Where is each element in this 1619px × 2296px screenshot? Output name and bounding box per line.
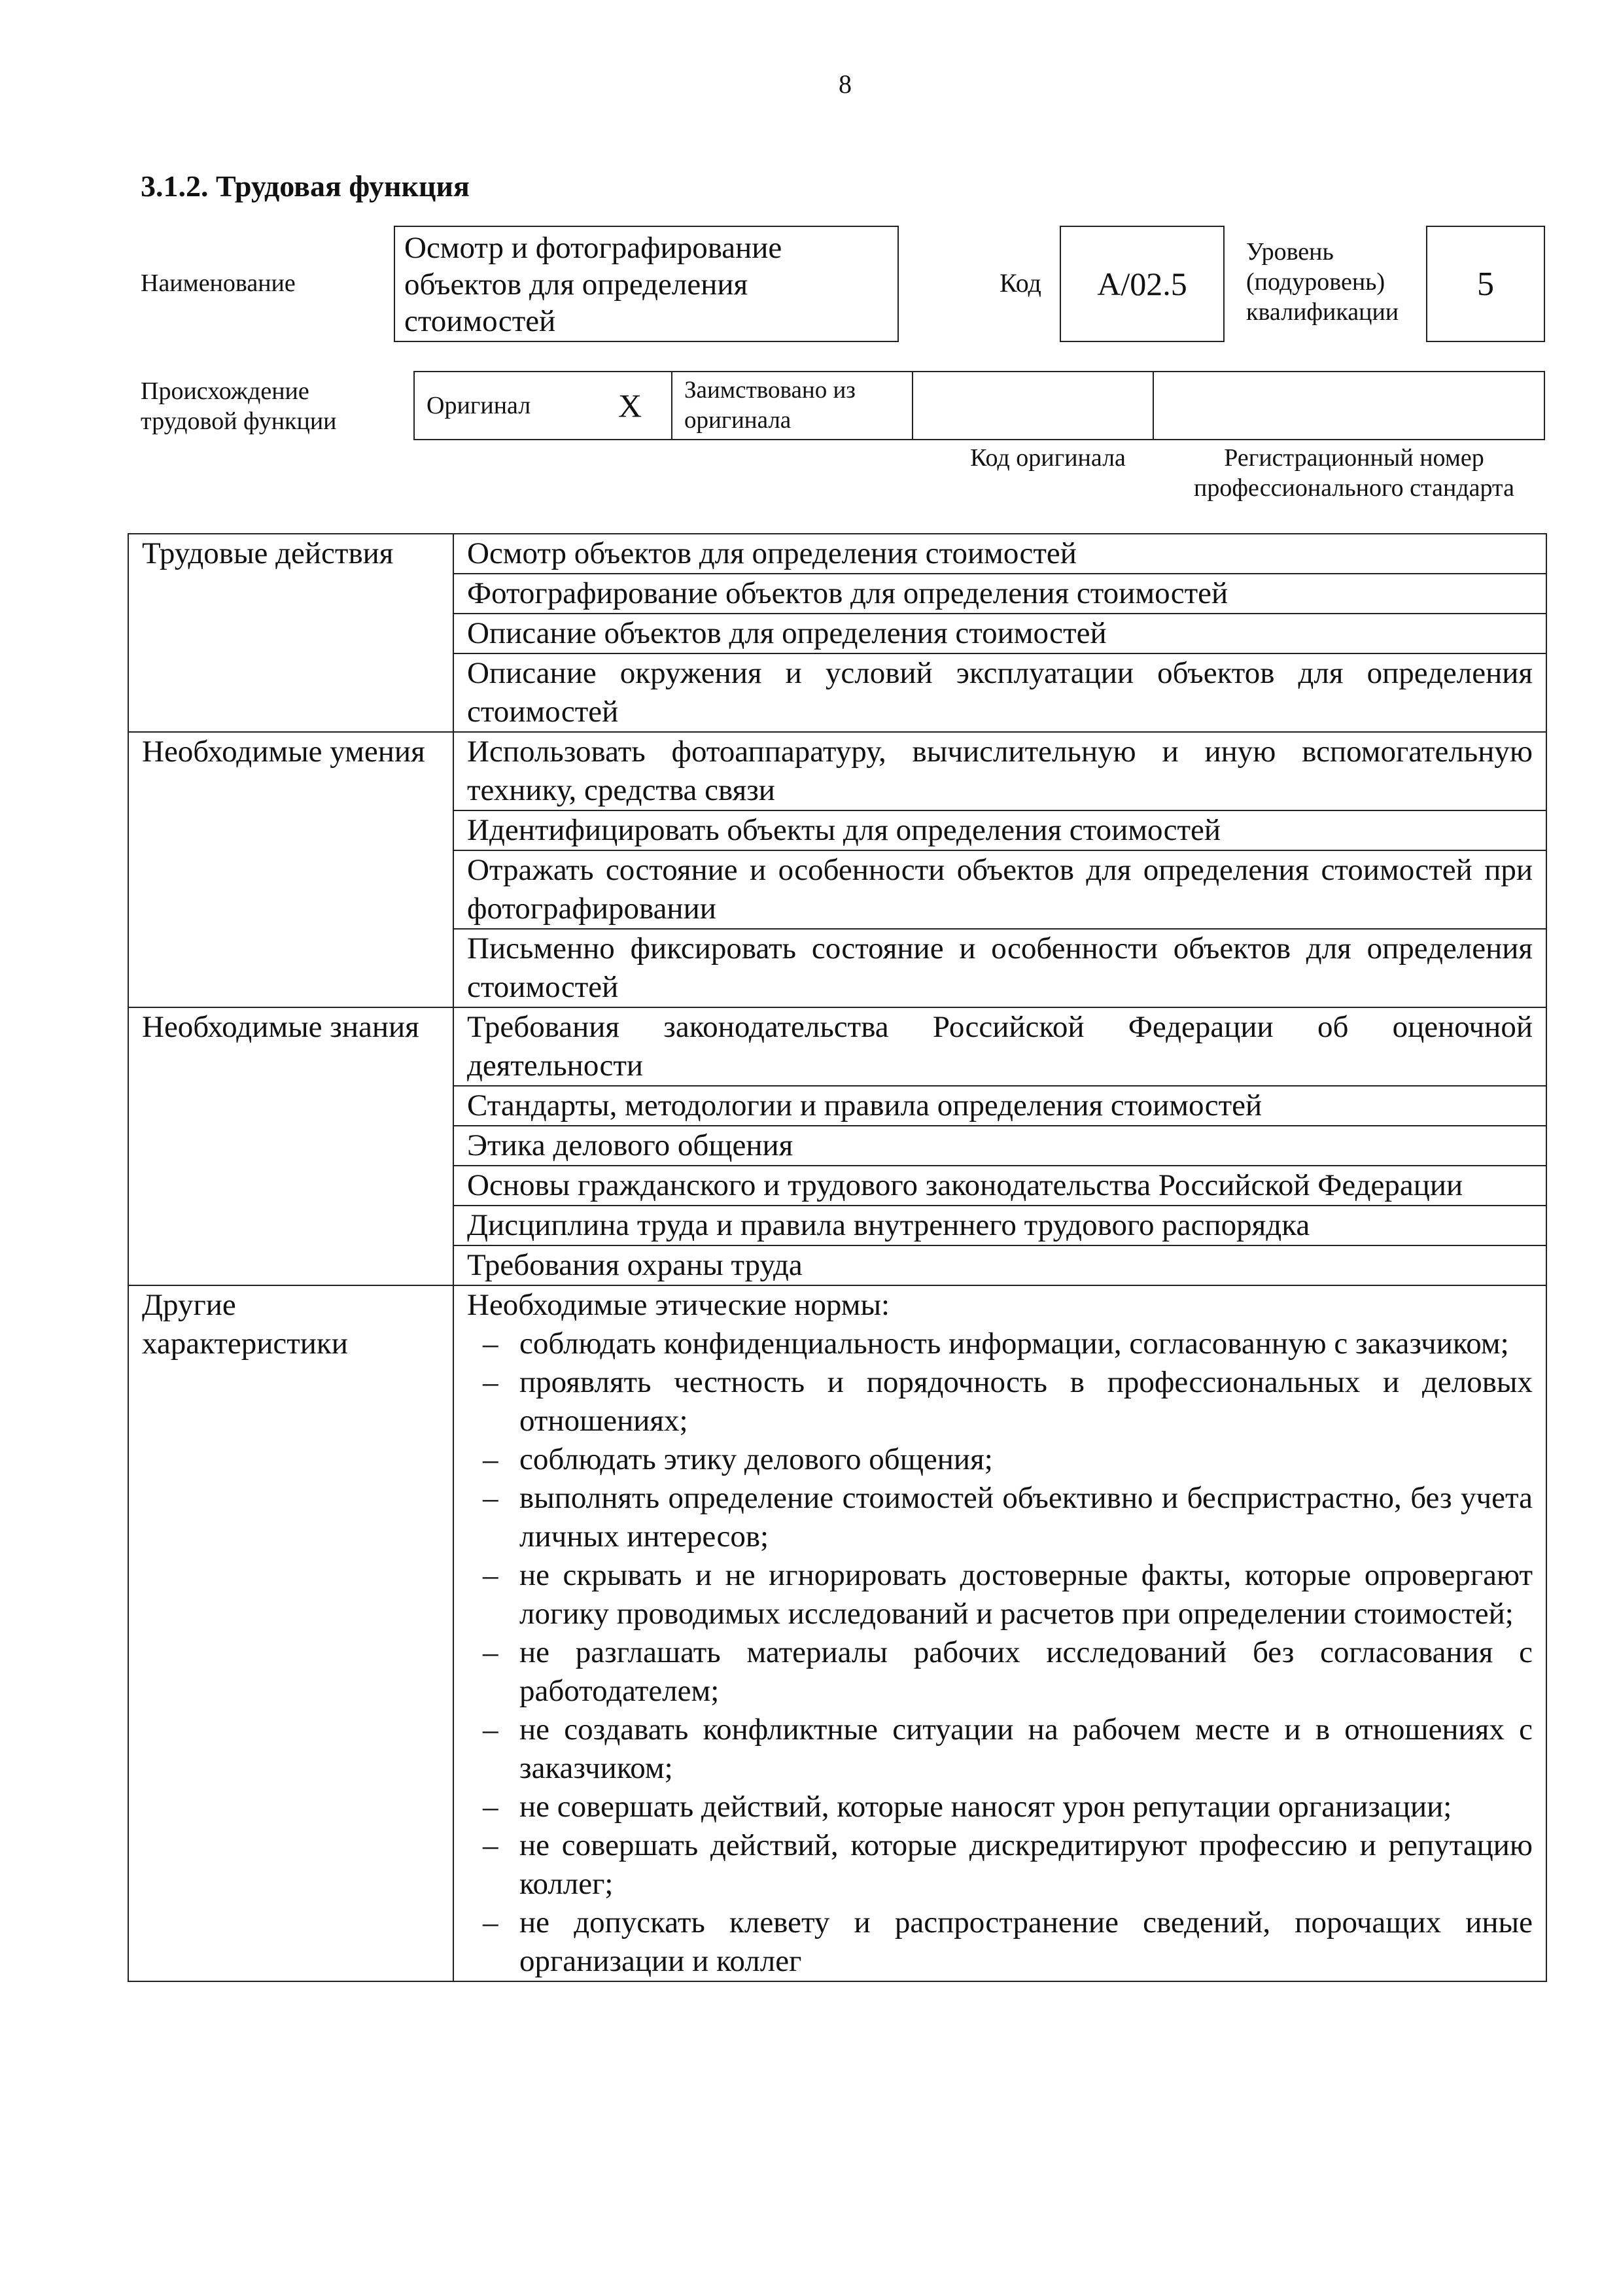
table-row — [128, 1007, 1546, 1086]
list-item — [467, 1633, 1533, 1711]
origin-table — [413, 371, 1545, 440]
original-mark: X — [589, 372, 672, 440]
page-number: 8 — [839, 69, 852, 99]
original-code-caption: Код оригинала — [970, 444, 1126, 472]
dash-bullet: – — [483, 1327, 498, 1361]
table-cell: Письменно фиксировать состояние и особенности объектов для определения стоимостей — [453, 929, 1546, 1007]
dash-bullet: – — [483, 1790, 498, 1824]
code-label: Код — [1000, 268, 1041, 298]
category-cell: Другие характеристики — [128, 1285, 453, 1981]
ethics-cell — [453, 1285, 1546, 1981]
list-item — [467, 1363, 1533, 1440]
dash-bullet: – — [483, 1481, 498, 1515]
table-row — [128, 1285, 1546, 1981]
dash-bullet: – — [483, 1905, 498, 1939]
dash-bullet: – — [483, 1442, 498, 1476]
list-item-text: соблюдать этику делового общения; — [519, 1442, 993, 1476]
ethics-intro: Необходимые этические нормы: — [467, 1288, 890, 1322]
list-item-text: не скрывать и не игнорировать достоверные факты, которые опровергают логику проводимых исследований и расчетов при определении стоимостей; — [519, 1558, 1533, 1631]
list-item-text: выполнять определение стоимостей объективно и беспристрастно, без учета личных интересов; — [519, 1481, 1533, 1554]
origin-label: Происхождение трудовой функции — [141, 377, 337, 435]
list-item — [467, 1479, 1533, 1556]
list-item — [467, 1826, 1533, 1904]
list-item-text: проявлять честность и порядочность в профессиональных и деловых отношениях; — [519, 1365, 1533, 1438]
category-cell: Необходимые знания — [128, 1007, 453, 1285]
original-label: Оригинал — [414, 372, 589, 440]
original-code-cell — [913, 372, 1153, 440]
table-cell: Фотографирование объектов для определения стоимостей — [453, 574, 1546, 614]
table-cell: Требования законодательства Российской Федерации об оценочной деятельности — [453, 1007, 1546, 1086]
list-item-text: соблюдать конфиденциальность информации, согласованную с заказчиком; — [519, 1327, 1509, 1361]
table-cell: Описание объектов для определения стоимостей — [453, 614, 1546, 653]
level-value-box: 5 — [1426, 226, 1545, 342]
section-title: 3.1.2. Трудовая функция — [141, 169, 470, 203]
table-cell: Отражать состояние и особенности объектов для определения стоимостей при фотографировании — [453, 850, 1546, 929]
name-label: Наименование — [141, 270, 296, 297]
table-cell: Основы гражданского и трудового законодательства Российской Федерации — [453, 1166, 1546, 1206]
dash-bullet: – — [483, 1713, 498, 1747]
list-item-text: не разглашать материалы рабочих исследований без согласования с работодателем; — [519, 1635, 1533, 1708]
level-label: Уровень (подуровень) квалификации — [1246, 238, 1399, 326]
table-cell: Дисциплина труда и правила внутреннего трудового распорядка — [453, 1206, 1546, 1245]
table-row — [128, 534, 1546, 574]
reg-number-caption: Регистрационный номер профессионального стандарта — [1194, 444, 1514, 502]
code-value-box: А/02.5 — [1060, 226, 1225, 342]
table-cell: Этика делового общения — [453, 1126, 1546, 1166]
reg-number-cell — [1153, 372, 1544, 440]
dash-bullet: – — [483, 1558, 498, 1592]
table-cell: Стандарты, методологии и правила определения стоимостей — [453, 1086, 1546, 1126]
function-details-table — [128, 533, 1547, 1982]
table-cell: Идентифицировать объекты для определения стоимостей — [453, 810, 1546, 850]
list-item — [467, 1325, 1533, 1363]
list-item — [467, 1904, 1533, 1981]
list-item — [467, 1556, 1533, 1633]
list-item-text: не создавать конфликтные ситуации на рабочем месте и в отношениях с заказчиком; — [519, 1713, 1533, 1785]
table-cell: Описание окружения и условий эксплуатации объектов для определения стоимостей — [453, 653, 1546, 732]
list-item-text: не совершать действий, которые наносят урон репутации организации; — [519, 1790, 1452, 1824]
name-value-box: Осмотр и фотографирование объектов для определения стоимостей — [394, 226, 899, 342]
table-cell: Использовать фотоаппаратуру, вычислительную и иную вспомогательную технику, средства связи — [453, 732, 1546, 810]
table-cell: Требования охраны труда — [453, 1245, 1546, 1285]
category-cell: Необходимые умения — [128, 732, 453, 1007]
list-item-text: не допускать клевету и распространение сведений, порочащих иные организации и коллег — [519, 1905, 1533, 1978]
list-item — [467, 1711, 1533, 1788]
borrowed-label: Заимствовано из оригинала — [672, 372, 913, 440]
dash-bullet: – — [483, 1828, 498, 1862]
list-item — [467, 1788, 1533, 1826]
category-cell: Трудовые действия — [128, 534, 453, 732]
table-cell: Осмотр объектов для определения стоимостей — [453, 534, 1546, 574]
list-item — [467, 1440, 1533, 1479]
dash-bullet: – — [483, 1635, 498, 1669]
list-item-text: не совершать действий, которые дискредитируют профессию и репутацию коллег; — [519, 1828, 1533, 1901]
dash-bullet: – — [483, 1365, 498, 1399]
table-row — [128, 732, 1546, 810]
